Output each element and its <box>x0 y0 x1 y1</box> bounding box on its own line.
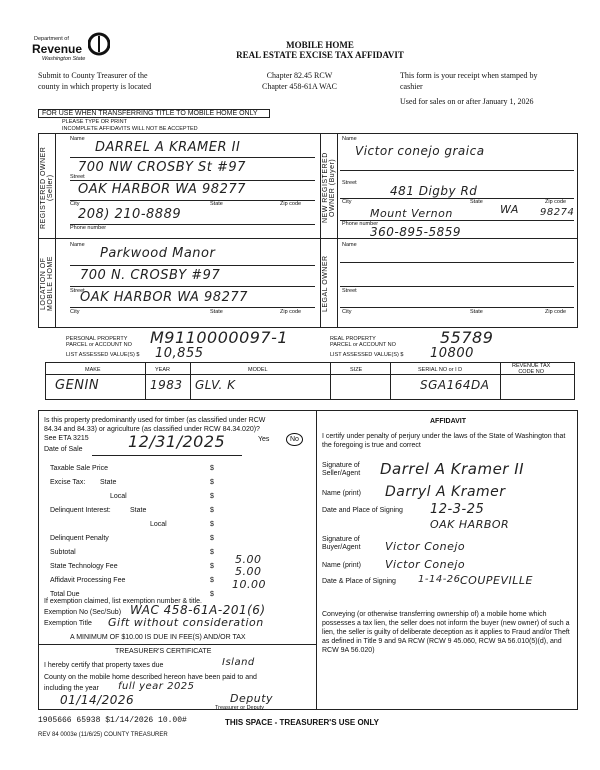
fee-excise-local: Local $ <box>110 493 214 500</box>
title-line-2: REAL ESTATE EXCISE TAX AFFIDAVIT <box>236 50 404 60</box>
location-city[interactable]: OAK HARBOR WA 98277 <box>80 290 248 305</box>
seller-city[interactable]: OAK HARBOR WA 98277 <box>78 182 246 197</box>
treasurer-role: Treasurer or Deputy <box>215 705 265 711</box>
fee-total: Total Due $ <box>50 591 214 598</box>
seller-date[interactable]: 12-3-25 <box>430 502 485 517</box>
location-street[interactable]: 700 N. CROSBY #97 <box>80 268 221 283</box>
submit-note <box>38 70 151 92</box>
banner: FOR USE WHEN TRANSFERRING TITLE TO MOBILE HOME ONLY <box>38 109 270 118</box>
timber-q-1: Is this property predominantly used for timber (as classified under RCW <box>44 417 266 424</box>
revtax-header <box>512 363 550 375</box>
treasurer-use-only: THIS SPACE - TREASURER'S USE ONLY <box>225 718 379 727</box>
form-title <box>200 40 440 60</box>
logo-name: Revenue <box>32 42 83 56</box>
treasurer-year[interactable]: full year 2025 <box>118 681 195 692</box>
real-label-1: REAL PROPERTY <box>330 336 376 342</box>
legal-side-label: LEGAL OWNER <box>322 255 329 313</box>
location-state-label: State <box>210 309 223 315</box>
fee-excise-state: Excise Tax: State $ <box>50 479 214 486</box>
seller-place[interactable]: OAK HARBOR <box>430 518 510 531</box>
buyer-print-label: Name (print) <box>322 562 361 569</box>
seller-date-label: Date and Place of Signing <box>322 507 403 514</box>
real-label <box>330 336 396 348</box>
buyer-name-label: Name <box>342 136 357 142</box>
logo-state: Washington State <box>42 56 86 62</box>
date-of-sale[interactable]: 12/31/2025 <box>128 432 226 451</box>
treasurer-signer[interactable]: Deputy <box>230 692 274 705</box>
real-account[interactable]: 55789 <box>440 328 494 347</box>
seller-phone[interactable]: 208) 210-8889 <box>78 207 182 222</box>
location-city-label: City <box>70 309 80 315</box>
seller-print[interactable]: Darryl A Kramer <box>385 484 506 500</box>
seller-name-label: Name <box>70 136 85 142</box>
affidavit-text: I certify under penalty of perjury under the laws of the State of Washington that the foregoing is true and correct <box>322 433 566 449</box>
instructions <box>62 119 198 133</box>
buyer-city-label: City <box>342 199 352 205</box>
buyer-side-label: NEW REGISTERED OWNER (Buyer) <box>322 152 336 223</box>
chapter-refs <box>262 70 337 92</box>
personal-label-1: PERSONAL PROPERTY <box>66 336 128 342</box>
home-details-table <box>45 362 575 400</box>
receipt-line-1: This form is your receipt when stamped by <box>400 71 538 80</box>
buyer-print[interactable]: Victor Conejo <box>385 558 466 571</box>
buyer-zip[interactable]: 98274 <box>540 207 575 218</box>
exemption-intro: If exemption claimed, list exemption number & title. <box>44 598 202 605</box>
receipt-note <box>400 70 538 107</box>
buyer-date-label: Date & Place of Signing <box>322 578 396 585</box>
receipt-line-2: cashier <box>400 82 423 91</box>
fee-interest-state: Delinquent Interest: State $ <box>50 507 214 514</box>
affidavit-fee-value[interactable]: 5.00 <box>235 565 262 578</box>
real-label-2: PARCEL or ACCOUNT NO <box>330 342 396 348</box>
revtax-header-2: CODE NO <box>518 369 544 375</box>
personal-account[interactable]: M9110000097-1 <box>150 328 289 347</box>
exemption-no[interactable]: WAC 458-61A-201(6) <box>130 603 266 617</box>
tech-fee-value[interactable]: 5.00 <box>235 553 262 566</box>
fee-taxable: Taxable Sale Price $ <box>50 465 214 472</box>
legal-street-label: Street <box>342 288 357 294</box>
fees-list <box>50 462 310 602</box>
seller-sig-label: Signature of Seller/Agent <box>322 462 361 477</box>
revtax-header-1: REVENUE TAX <box>512 363 551 369</box>
serial-header: SERIAL NO or I D <box>418 367 463 373</box>
seller-city-label: City <box>70 201 80 207</box>
logo-dept: Department of <box>34 36 69 42</box>
fee-penalty: Delinquent Penalty $ <box>50 535 214 542</box>
location-side-label: LOCATION OF MOBILE HOME <box>40 256 54 312</box>
minimum-note: A MINIMUM OF $10.00 IS DUE IN FEE(S) AND/OR TAX <box>70 634 246 641</box>
fee-subtotal: Subtotal $ <box>50 549 214 556</box>
timber-q-3: See ETA 3215 <box>44 435 89 442</box>
personal-assessed-label: LIST ASSESSED VALUE(S) $ <box>66 352 140 358</box>
buyer-zip-label: Zip code <box>545 199 567 205</box>
legal-city-label: City <box>342 309 352 315</box>
seller-street[interactable]: 700 NW CROSBY St #97 <box>78 160 246 175</box>
buyer-phone[interactable]: 360-895-5859 <box>370 225 462 239</box>
fee-affidavit: Affidavit Processing Fee $ <box>50 577 214 584</box>
seller-state-label: State <box>210 201 223 207</box>
seller-phone-label: Phone number <box>70 225 107 231</box>
lien-warning: Conveying (or otherwise transferring ownership of) a mobile home which possesses a tax lien, the seller does not inform the buyer (new owner) of such a lien, the seller is guilty of deliberate deception as it applies to Fraud and/or Theft as defined in Title 9 and 9A RCW (RCW 9 45.060, RCW 9A 56.010(5)(d), and RCW 9A 56.020) <box>322 611 570 654</box>
real-assessed[interactable]: 10800 <box>430 346 474 361</box>
model-header: MODEL <box>248 367 268 373</box>
seller-signature[interactable]: Darrel A Kramer II <box>380 460 525 478</box>
affidavit-heading: AFFIDAVIT <box>430 418 467 425</box>
exemption-title[interactable]: Gift without consideration <box>108 616 264 629</box>
personal-label <box>66 336 132 348</box>
buyer-signature[interactable]: Victor Conejo <box>385 540 466 553</box>
chapter-2: Chapter 458-61A WAC <box>262 82 337 91</box>
cashier-stamp: 1905666 65938 $1/14/2026 10.00# <box>38 716 187 725</box>
buyer-state[interactable]: WA <box>500 203 519 216</box>
treasurer-line-1: I hereby certify that property taxes due <box>44 662 164 669</box>
personal-assessed[interactable]: 10,855 <box>155 346 204 361</box>
form-number: REV 84 0003e (11/6/25) COUNTY TREASURER <box>38 732 168 738</box>
seller-print-label: Name (print) <box>322 490 361 497</box>
buyer-name[interactable]: Victor conejo graica <box>355 144 485 158</box>
timber-no[interactable]: No <box>286 433 303 446</box>
buyer-sig-label: Signature of Buyer/Agent <box>322 536 361 551</box>
treasurer-county[interactable]: Island <box>222 657 255 668</box>
real-assessed-label: LIST ASSESSED VALUE(S) $ <box>330 352 404 358</box>
personal-label-2: PARCEL or ACCOUNT NO <box>66 342 132 348</box>
year-header: YEAR <box>155 367 170 373</box>
total-due-value[interactable]: 10.00 <box>232 578 266 591</box>
make-header: MAKE <box>85 367 101 373</box>
exemption-no-label: Exemption No (Sec/Sub) <box>44 609 122 616</box>
instruction-2: INCOMPLETE AFFIDAVITS WILL NOT BE ACCEPTED <box>62 126 198 132</box>
treasurer-date[interactable]: 01/14/2026 <box>60 693 135 707</box>
location-name[interactable]: Parkwood Manor <box>100 246 216 261</box>
fee-tech: State Technology Fee $ <box>50 563 214 570</box>
seller-zip-label: Zip code <box>280 201 302 207</box>
home-make[interactable]: GENIN <box>55 378 100 393</box>
receipt-line-3: Used for sales on or after January 1, 2026 <box>400 97 534 106</box>
legal-state-label: State <box>470 309 483 315</box>
buyer-place[interactable]: COUPEVILLE <box>460 574 533 587</box>
legal-zip-label: Zip code <box>545 309 567 315</box>
size-header: SIZE <box>350 367 363 373</box>
title-line-1: MOBILE HOME <box>286 40 354 50</box>
buyer-date[interactable]: 1-14-26 <box>418 574 461 585</box>
buyer-phone-label: Phone number <box>342 221 379 227</box>
seller-name[interactable]: DARREL A KRAMER II <box>95 140 241 155</box>
timber-yes[interactable]: Yes <box>258 436 270 443</box>
instruction-1: PLEASE TYPE OR PRINT <box>62 119 128 125</box>
chapter-1: Chapter 82.45 RCW <box>266 71 333 80</box>
seller-side-label: REGISTERED OWNER (Seller) <box>40 146 54 229</box>
fee-interest-local: Local $ <box>150 521 214 528</box>
buyer-state-label: State <box>470 199 483 205</box>
date-of-sale-label: Date of Sale <box>44 446 83 453</box>
location-name-label: Name <box>70 242 85 248</box>
location-zip-label: Zip code <box>280 309 302 315</box>
buyer-street-label: Street <box>342 180 357 186</box>
logo-emblem-icon <box>88 32 110 56</box>
treasurer-heading: TREASURER'S CERTIFICATE <box>115 648 212 655</box>
treasurer-line-3: including the year <box>44 685 99 692</box>
exemption-title-label: Exemption Title <box>44 620 92 627</box>
home-year[interactable]: 1983 <box>150 378 183 392</box>
home-model[interactable]: GLV. K <box>195 378 236 392</box>
seller-street-label: Street <box>70 174 85 180</box>
timber-q-2: 84.34 and 84.33) or agriculture (as classified under RCW 84.34.020)? <box>44 426 260 433</box>
treasurer-line-2: County on the mobile home described hereon have been paid to and <box>44 674 257 681</box>
legal-name-label: Name <box>342 242 357 248</box>
submit-line-2: county in which property is located <box>38 82 152 91</box>
submit-line-1: Submit to County Treasurer of the <box>38 71 148 80</box>
buyer-street[interactable]: 481 Digby Rd <box>390 184 478 198</box>
home-serial[interactable]: SGA164DA <box>420 378 490 392</box>
buyer-city[interactable]: Mount Vernon <box>370 207 453 220</box>
logo <box>30 30 120 70</box>
location-street-label: Street <box>70 288 85 294</box>
